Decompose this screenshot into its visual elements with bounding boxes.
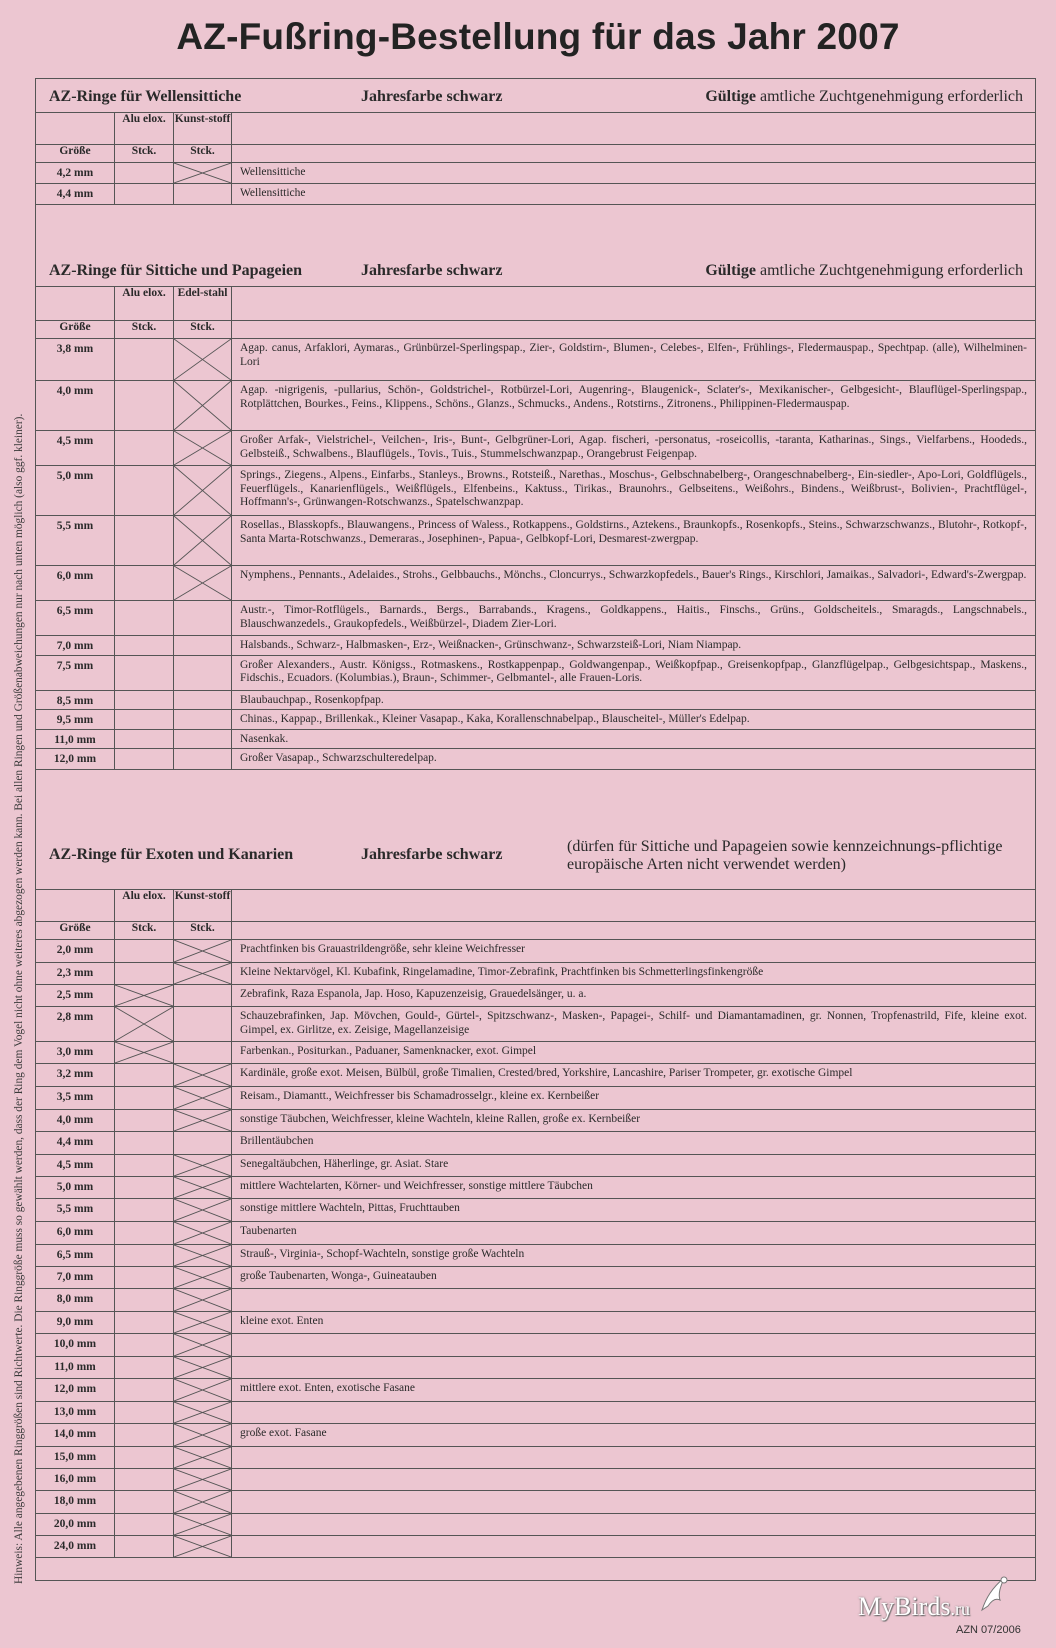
species-list: Großer Alexanders., Austr. Königss., Rotmaskens., Rostkappenpap., Goldwangenpap., Weißkopfpap., Greisenkopfpap., Glanzflügelpap., Gelbgesichtspap., Maskens., Fidschis., Ecuadors. (Kolumbias.), Braun-, Schimmer-, Gelbmantel-, alle Frauen-Loris.	[232, 655, 1036, 690]
ring-size: 8,0 mm	[36, 1289, 115, 1312]
ring-table-exoten	[35, 889, 1036, 1558]
cross-out-icon	[174, 566, 231, 600]
table-row	[36, 690, 1036, 710]
qty-alu-field[interactable]	[115, 1087, 174, 1110]
ring-size: 14,0 mm	[36, 1424, 115, 1447]
species-list	[232, 1334, 1036, 1357]
qty-second-field	[174, 940, 232, 963]
cross-out-icon	[174, 1469, 231, 1490]
qty-alu-field[interactable]	[115, 601, 174, 636]
species-list: Halsbands., Schwarz-, Halbmasken-, Erz-, Weißnacken-, Grünschwanz-, Schwarzsteiß-Lori, Niam Niampap.	[232, 636, 1036, 656]
species-list: Kleine Nektarvögel, Kl. Kubafink, Ringelamadine, Timor-Zebrafink, Prachtfinken bis Schmetterlingsfinkengröße	[232, 963, 1036, 985]
table-row	[36, 566, 1036, 601]
ring-size: 12,0 mm	[36, 749, 115, 770]
column-header-size: Größe	[36, 922, 115, 940]
species-list	[232, 1402, 1036, 1424]
header-blank	[232, 922, 1036, 940]
table-row	[36, 1177, 1036, 1199]
qty-second-field	[174, 1379, 232, 1402]
qty-second-field	[174, 1447, 232, 1469]
table-row	[36, 1087, 1036, 1110]
qty-second-field	[174, 1402, 232, 1424]
species-list: Agap. -nigrigenis, -pullarius, Schön-, Goldstrichel-, Rotbürzel-Lori, Augenring-, Blaugenick-, Sclater's-, Mexikanischer-, Gelbgesicht-, Blauflügel-Sperlingspap., Rotplättchen, Bourkes., Feins., Klippens., Schöns., Glanzs., Schmucks., Andens., Rotstirns., Zitronens., Philippinen-Fledermauspap.	[232, 381, 1036, 431]
cross-out-icon	[174, 1491, 231, 1513]
cross-out-icon	[174, 1424, 231, 1446]
section-color: Jahresfarbe schwarz	[361, 262, 503, 279]
section-color: Jahresfarbe schwarz	[361, 846, 503, 863]
section-requirement: Gültige amtliche Zuchtgenehmigung erforderlich	[705, 88, 1023, 105]
species-list: Nasenkak.	[232, 729, 1036, 749]
qty-alu-field[interactable]	[115, 381, 174, 431]
cross-out-icon	[174, 1177, 231, 1198]
species-list: Nymphens., Pennants., Adelaides., Strohs., Gelbbauchs., Mönchs., Cloncurrys., Schwarzkopfedels., Bauer's Rings., Kirschlori, Jamaikas., Salvadori-, Edward's-Zwergpap.	[232, 566, 1036, 601]
ring-size: 4,5 mm	[36, 431, 115, 466]
qty-second-field	[174, 339, 232, 381]
species-list: Schauzebrafinken, Jap. Mövchen, Gould-, Gürtel-, Spitzschwanz-, Masken-, Papagei-, Schilf- und Diamantamadinen, gr. Nonnen, Tropfenastrild, Fife, kleine exot. Gimpel, ex. Girlitze, ex. Zeisige, Magellanzeisige	[232, 1007, 1036, 1042]
qty-second-field	[174, 381, 232, 431]
ring-size: 3,2 mm	[36, 1064, 115, 1087]
table-row	[36, 1402, 1036, 1424]
header-blank	[232, 145, 1036, 163]
table-row	[36, 940, 1036, 963]
ring-size: 3,0 mm	[36, 1042, 115, 1064]
species-list: Großer Arfak-, Vielstrichel-, Veilchen-, Iris-, Bunt-, Gelbgrüner-Lori, Agap. fischeri, -personatus, -roseicollis, -taranta, Katharinas., Sings., Vielfarbens., Hoodeds., Gelbsteiß., Schwalbens., Blauflügels., Tovis., Tuis., Stummelschwanzpap., Orangebrust Feigenpap.	[232, 431, 1036, 466]
table-row	[36, 1334, 1036, 1357]
qty-alu-field[interactable]	[115, 1110, 174, 1132]
qty-alu-field[interactable]	[115, 749, 174, 770]
table-row	[36, 1469, 1036, 1491]
qty-second-field[interactable]	[174, 655, 232, 690]
qty-second-field	[174, 1222, 232, 1245]
table-row	[36, 381, 1036, 431]
qty-alu-field[interactable]	[115, 1289, 174, 1312]
qty-second-field	[174, 1064, 232, 1087]
species-list: Springs., Ziegens., Alpens., Einfarbs., Stanleys., Browns., Rotsteiß., Narethas., Moschus-, Gelbschnabelberg-, Orangeschnabelberg-, Ein-siedler-, Apo-Lori, Goldflügels., Feuerflügels., Kanarienflügels., Weißflügels., Elfenbeins., Kaktuss., Tirikas., Braunohrs., Gelbseitens., Weißohrs., Bindens., Weißbrust-, Bolivien-, Prachtflügel-, Hoffmann's-, Grünwangen-Rotschwanzs., Spatelschwanzpap.	[232, 466, 1036, 516]
cross-out-icon	[174, 963, 231, 984]
section-head-exoten	[49, 838, 1023, 873]
table-row	[36, 1447, 1036, 1469]
ring-size: 18,0 mm	[36, 1491, 115, 1514]
cross-out-icon	[174, 431, 231, 465]
ring-size: 9,5 mm	[36, 710, 115, 730]
species-list: sonstige Täubchen, Weichfresser, kleine Wachteln, kleine Rallen, große ex. Kernbeißer	[232, 1110, 1036, 1132]
species-list: Prachtfinken bis Grauastrildengröße, sehr kleine Weichfresser	[232, 940, 1036, 963]
qty-alu-field[interactable]	[115, 1357, 174, 1379]
ring-size: 16,0 mm	[36, 1469, 115, 1491]
ring-size: 5,0 mm	[36, 466, 115, 516]
qty-second-field	[174, 1312, 232, 1334]
qty-alu-field[interactable]	[115, 1222, 174, 1245]
qty-second-field	[174, 566, 232, 601]
species-list: Chinas., Kappap., Brillenkak., Kleiner Vasapap., Kaka, Korallenschnabelpap., Blauscheitel-, Müller's Edelpap.	[232, 710, 1036, 730]
qty-alu-field[interactable]	[115, 1491, 174, 1514]
ring-size: 2,0 mm	[36, 940, 115, 963]
ring-size: 12,0 mm	[36, 1379, 115, 1402]
qty-second-field[interactable]	[174, 985, 232, 1007]
qty-second-field	[174, 963, 232, 985]
qty-second-field[interactable]	[174, 690, 232, 710]
section-head-sittiche	[49, 256, 1023, 286]
species-list: mittlere Wachtelarten, Körner- und Weichfresser, sonstige mittlere Täubchen	[232, 1177, 1036, 1199]
ring-table-sittiche	[35, 286, 1036, 770]
qty-alu-field[interactable]	[115, 566, 174, 601]
qty-alu-field[interactable]	[115, 1132, 174, 1155]
qty-alu-field[interactable]	[115, 184, 174, 205]
table-row	[36, 1007, 1036, 1042]
species-list: Wellensittiche	[232, 163, 1036, 184]
header-blank	[36, 287, 115, 321]
qty-alu-field[interactable]	[115, 1177, 174, 1199]
table-row	[36, 516, 1036, 566]
qty-alu-field[interactable]	[115, 1514, 174, 1536]
table-row	[36, 1199, 1036, 1222]
ring-size: 4,5 mm	[36, 1155, 115, 1177]
ring-size: 4,4 mm	[36, 1132, 115, 1155]
species-list: Brillentäubchen	[232, 1132, 1036, 1155]
species-list: kleine exot. Enten	[232, 1312, 1036, 1334]
cross-out-icon	[174, 1514, 231, 1535]
ring-size: 20,0 mm	[36, 1514, 115, 1536]
qty-alu-field[interactable]	[115, 963, 174, 985]
section-note: (dürfen für Sittiche und Papageien sowie kennzeichnungs-pflichtige europäische Arten nicht verwendet werden)	[567, 838, 1003, 873]
ring-size: 7,0 mm	[36, 636, 115, 656]
species-list	[232, 1469, 1036, 1491]
table-row	[36, 1064, 1036, 1087]
table-row	[36, 1110, 1036, 1132]
cross-out-icon	[115, 1007, 173, 1041]
qty-second-field	[174, 1491, 232, 1514]
cross-out-icon	[174, 1402, 231, 1423]
qty-alu-field[interactable]	[115, 1469, 174, 1491]
section-name: AZ-Ringe für Sittiche und Papageien	[49, 262, 303, 279]
table-row	[36, 1424, 1036, 1447]
section-requirement: Gültige amtliche Zuchtgenehmigung erforderlich	[705, 262, 1023, 279]
qty-alu-field[interactable]	[115, 729, 174, 749]
column-header-qty: Stck.	[174, 922, 232, 940]
column-header-qty: Stck.	[115, 922, 174, 940]
species-list	[232, 1289, 1036, 1312]
qty-alu-field[interactable]	[115, 710, 174, 730]
ring-size: 6,0 mm	[36, 566, 115, 601]
qty-second-field	[174, 1155, 232, 1177]
qty-alu-field[interactable]	[115, 516, 174, 566]
species-list	[232, 1514, 1036, 1536]
qty-alu-field	[115, 1007, 174, 1042]
ring-size: 6,5 mm	[36, 1245, 115, 1267]
table-row	[36, 1245, 1036, 1267]
table-row	[36, 431, 1036, 466]
cross-out-icon	[174, 1064, 231, 1086]
ring-size: 2,5 mm	[36, 985, 115, 1007]
qty-second-field[interactable]	[174, 749, 232, 770]
qty-second-field[interactable]	[174, 184, 232, 205]
ring-size: 4,0 mm	[36, 381, 115, 431]
ring-size: 9,0 mm	[36, 1312, 115, 1334]
column-header-size: Größe	[36, 321, 115, 339]
qty-alu-field[interactable]	[115, 1402, 174, 1424]
table-row	[36, 163, 1036, 184]
table-row	[36, 1312, 1036, 1334]
column-header-qty: Stck.	[115, 321, 174, 339]
table-row	[36, 1379, 1036, 1402]
table-row	[36, 1155, 1036, 1177]
cross-out-icon	[174, 339, 231, 380]
qty-second-field[interactable]	[174, 1007, 232, 1042]
cross-out-icon	[174, 1289, 231, 1311]
ring-size: 7,5 mm	[36, 655, 115, 690]
ring-size: 6,5 mm	[36, 601, 115, 636]
cross-out-icon	[115, 985, 173, 1006]
table-row	[36, 710, 1036, 730]
column-header-second: Edel-stahl	[174, 287, 232, 321]
table-row	[36, 601, 1036, 636]
qty-alu-field[interactable]	[115, 1424, 174, 1447]
species-list: Strauß-, Virginia-, Schopf-Wachteln, sonstige große Wachteln	[232, 1245, 1036, 1267]
species-list: Großer Vasapap., Schwarzschulteredelpap.	[232, 749, 1036, 770]
qty-alu-field[interactable]	[115, 690, 174, 710]
species-list: Zebrafink, Raza Espanola, Jap. Hoso, Kapuzenzeisig, Grauedelsänger, u. a.	[232, 985, 1036, 1007]
qty-second-field	[174, 1424, 232, 1447]
header-blank	[36, 113, 115, 145]
species-list: Rosellas., Blasskopfs., Blauwangens., Princess of Waless., Rotkappens., Goldstirns., Aztekens., Braunkopfs., Rosenkopfs., Steins., Schwarzschwanzs., Blutohr-, Rotkopf-, Santa Marta-Rotschwanzs., Demeraras., Josephinen-, Papua-, Gelbkopf-Lori, Desmarest-zwergpap.	[232, 516, 1036, 566]
section-name: AZ-Ringe für Exoten und Kanarien	[49, 846, 294, 863]
qty-alu-field	[115, 985, 174, 1007]
side-note: Hinweis: Alle angegebenen Ringgrößen sind Richtwerte. Die Ringgröße muss so gewählt werden, dass der Ring dem Vogel nicht ohne weiteres abgezogen werden kann. Bei allen Ringen und Größenabweichungen nur nach unten möglich (also ggf. kleiner).	[13, 413, 25, 1584]
ring-size: 10,0 mm	[36, 1334, 115, 1357]
column-header-qty: Stck.	[115, 145, 174, 163]
qty-second-field	[174, 516, 232, 566]
qty-second-field[interactable]	[174, 710, 232, 730]
species-list	[232, 1491, 1036, 1514]
ring-size: 5,5 mm	[36, 516, 115, 566]
qty-second-field	[174, 1177, 232, 1199]
column-header-alu: Alu elox.	[115, 890, 174, 922]
watermark-logo: MyBirds.ru	[858, 1592, 970, 1621]
table-row	[36, 749, 1036, 770]
species-list	[232, 1447, 1036, 1469]
qty-alu-field[interactable]	[115, 1334, 174, 1357]
species-list: Blaubauchpap., Rosenkopfpap.	[232, 690, 1036, 710]
cross-out-icon	[174, 1199, 231, 1221]
qty-alu-field[interactable]	[115, 431, 174, 466]
qty-alu-field[interactable]	[115, 466, 174, 516]
table-row	[36, 1222, 1036, 1245]
qty-alu-field	[115, 1042, 174, 1064]
cross-out-icon	[174, 1447, 231, 1468]
cross-out-icon	[174, 381, 231, 430]
ring-size: 24,0 mm	[36, 1536, 115, 1558]
column-header-alu: Alu elox.	[115, 113, 174, 145]
table-row	[36, 985, 1036, 1007]
qty-alu-field[interactable]	[115, 1312, 174, 1334]
column-header-qty: Stck.	[174, 321, 232, 339]
page-title: AZ-Fußring-Bestellung für das Jahr 2007	[176, 16, 900, 57]
column-header-qty: Stck.	[174, 145, 232, 163]
ring-table-wellensittiche	[35, 112, 1036, 205]
bird-silhouette-icon	[974, 1572, 1014, 1614]
qty-second-field[interactable]	[174, 601, 232, 636]
ring-size: 2,8 mm	[36, 1007, 115, 1042]
qty-second-field	[174, 1267, 232, 1289]
species-list: Senegaltäubchen, Häherlinge, gr. Asiat. Stare	[232, 1155, 1036, 1177]
species-list: große Taubenarten, Wonga-, Guineatauben	[232, 1267, 1036, 1289]
cross-out-icon	[174, 466, 231, 515]
qty-second-field[interactable]	[174, 1042, 232, 1064]
qty-second-field	[174, 1087, 232, 1110]
cross-out-icon	[174, 1536, 231, 1557]
column-header-size: Größe	[36, 145, 115, 163]
table-row	[36, 184, 1036, 205]
header-blank	[232, 890, 1036, 922]
ring-size: 11,0 mm	[36, 729, 115, 749]
ring-size: 11,0 mm	[36, 1357, 115, 1379]
header-blank	[232, 287, 1036, 321]
table-row	[36, 636, 1036, 656]
cross-out-icon	[174, 940, 231, 962]
ring-size: 3,5 mm	[36, 1087, 115, 1110]
qty-second-field	[174, 1536, 232, 1558]
qty-alu-field[interactable]	[115, 940, 174, 963]
ring-size: 8,5 mm	[36, 690, 115, 710]
qty-second-field	[174, 466, 232, 516]
ring-size: 13,0 mm	[36, 1402, 115, 1424]
table-row	[36, 1514, 1036, 1536]
qty-alu-field[interactable]	[115, 1447, 174, 1469]
qty-second-field	[174, 1110, 232, 1132]
species-list: Kardinäle, große exot. Meisen, Bülbül, große Timalien, Crested/bred, Yorkshire, Lancashire, Pariser Trompeter, gr. exotische Gimpel	[232, 1064, 1036, 1087]
table-row	[36, 1042, 1036, 1064]
qty-second-field[interactable]	[174, 636, 232, 656]
table-row	[36, 1536, 1036, 1558]
species-list: große exot. Fasane	[232, 1424, 1036, 1447]
table-row	[36, 1491, 1036, 1514]
cross-out-icon	[174, 1357, 231, 1378]
qty-alu-field[interactable]	[115, 1064, 174, 1087]
header-blank	[36, 890, 115, 922]
species-list: Taubenarten	[232, 1222, 1036, 1245]
cross-out-icon	[174, 1110, 231, 1131]
species-list	[232, 1357, 1036, 1379]
qty-second-field	[174, 1469, 232, 1491]
qty-alu-field[interactable]	[115, 655, 174, 690]
column-header-alu: Alu elox.	[115, 287, 174, 321]
section-name: AZ-Ringe für Wellensittiche	[49, 88, 242, 105]
qty-second-field	[174, 1289, 232, 1312]
table-row	[36, 466, 1036, 516]
ring-size: 4,4 mm	[36, 184, 115, 205]
ring-size: 15,0 mm	[36, 1447, 115, 1469]
species-list: Austr.-, Timor-Rotflügels., Barnards., Bergs., Barrabands., Kragens., Goldkappens., Haitis., Finschs., Grüns., Goldscheitels., Smaragds., Langschnabels., Blauschwanzedels., Graukopfedels., Weißbürzel-, Diadem Zier-Lori.	[232, 601, 1036, 636]
header-blank	[232, 113, 1036, 145]
ring-size: 5,5 mm	[36, 1199, 115, 1222]
qty-second-field	[174, 431, 232, 466]
species-list: Wellensittiche	[232, 184, 1036, 205]
cross-out-icon	[174, 1155, 231, 1176]
cross-out-icon	[174, 1222, 231, 1244]
qty-alu-field[interactable]	[115, 1379, 174, 1402]
header-blank	[232, 321, 1036, 339]
cross-out-icon	[174, 1087, 231, 1109]
form-code: AZN 07/2006	[956, 1624, 1021, 1636]
qty-alu-field[interactable]	[115, 339, 174, 381]
cross-out-icon	[174, 516, 231, 565]
cross-out-icon	[174, 1267, 231, 1288]
column-header-second: Kunst-stoff	[174, 890, 232, 922]
qty-second-field	[174, 1514, 232, 1536]
ring-size: 6,0 mm	[36, 1222, 115, 1245]
cross-out-icon	[174, 1312, 231, 1333]
table-row	[36, 1267, 1036, 1289]
table-row	[36, 1289, 1036, 1312]
cross-out-icon	[174, 1245, 231, 1266]
species-list: Farbenkan., Positurkan., Paduaner, Samenknacker, exot. Gimpel	[232, 1042, 1036, 1064]
ring-size: 2,3 mm	[36, 963, 115, 985]
qty-alu-field[interactable]	[115, 1199, 174, 1222]
cross-out-icon	[174, 1379, 231, 1401]
qty-second-field	[174, 163, 232, 184]
ring-size: 7,0 mm	[36, 1267, 115, 1289]
table-row	[36, 729, 1036, 749]
table-row	[36, 339, 1036, 381]
qty-alu-field[interactable]	[115, 1155, 174, 1177]
cross-out-icon	[115, 1042, 173, 1063]
qty-alu-field[interactable]	[115, 163, 174, 184]
qty-second-field	[174, 1334, 232, 1357]
species-list: sonstige mittlere Wachteln, Pittas, Fruchttauben	[232, 1199, 1036, 1222]
table-row	[36, 963, 1036, 985]
species-list: Reisam., Diamantt., Weichfresser bis Schamadrosselgr., kleine ex. Kernbeißer	[232, 1087, 1036, 1110]
column-header-second: Kunst-stoff	[174, 113, 232, 145]
section-color: Jahresfarbe schwarz	[361, 88, 503, 105]
cross-out-icon	[174, 163, 231, 183]
qty-second-field	[174, 1245, 232, 1267]
qty-alu-field[interactable]	[115, 1536, 174, 1558]
species-list	[232, 1536, 1036, 1558]
table-row	[36, 1357, 1036, 1379]
species-list: Agap. canus, Arfaklori, Aymaras., Grünbürzel-Sperlingspap., Zier-, Goldstirn-, Blumen-, Celebes-, Elfen-, Frühlings-, Fledermauspap., Spechtpap. (alle), Wilhelminen-Lori	[232, 339, 1036, 381]
qty-second-field	[174, 1357, 232, 1379]
table-row	[36, 655, 1036, 690]
table-row	[36, 1132, 1036, 1155]
qty-alu-field[interactable]	[115, 636, 174, 656]
qty-second-field[interactable]	[174, 729, 232, 749]
cross-out-icon	[174, 1334, 231, 1356]
ring-size: 3,8 mm	[36, 339, 115, 381]
ring-size: 5,0 mm	[36, 1177, 115, 1199]
qty-alu-field[interactable]	[115, 1245, 174, 1267]
ring-size: 4,2 mm	[36, 163, 115, 184]
qty-second-field	[174, 1199, 232, 1222]
ring-size: 4,0 mm	[36, 1110, 115, 1132]
qty-alu-field[interactable]	[115, 1267, 174, 1289]
section-head-wellensittiche	[49, 82, 1023, 112]
species-list: mittlere exot. Enten, exotische Fasane	[232, 1379, 1036, 1402]
qty-second-field[interactable]	[174, 1132, 232, 1155]
